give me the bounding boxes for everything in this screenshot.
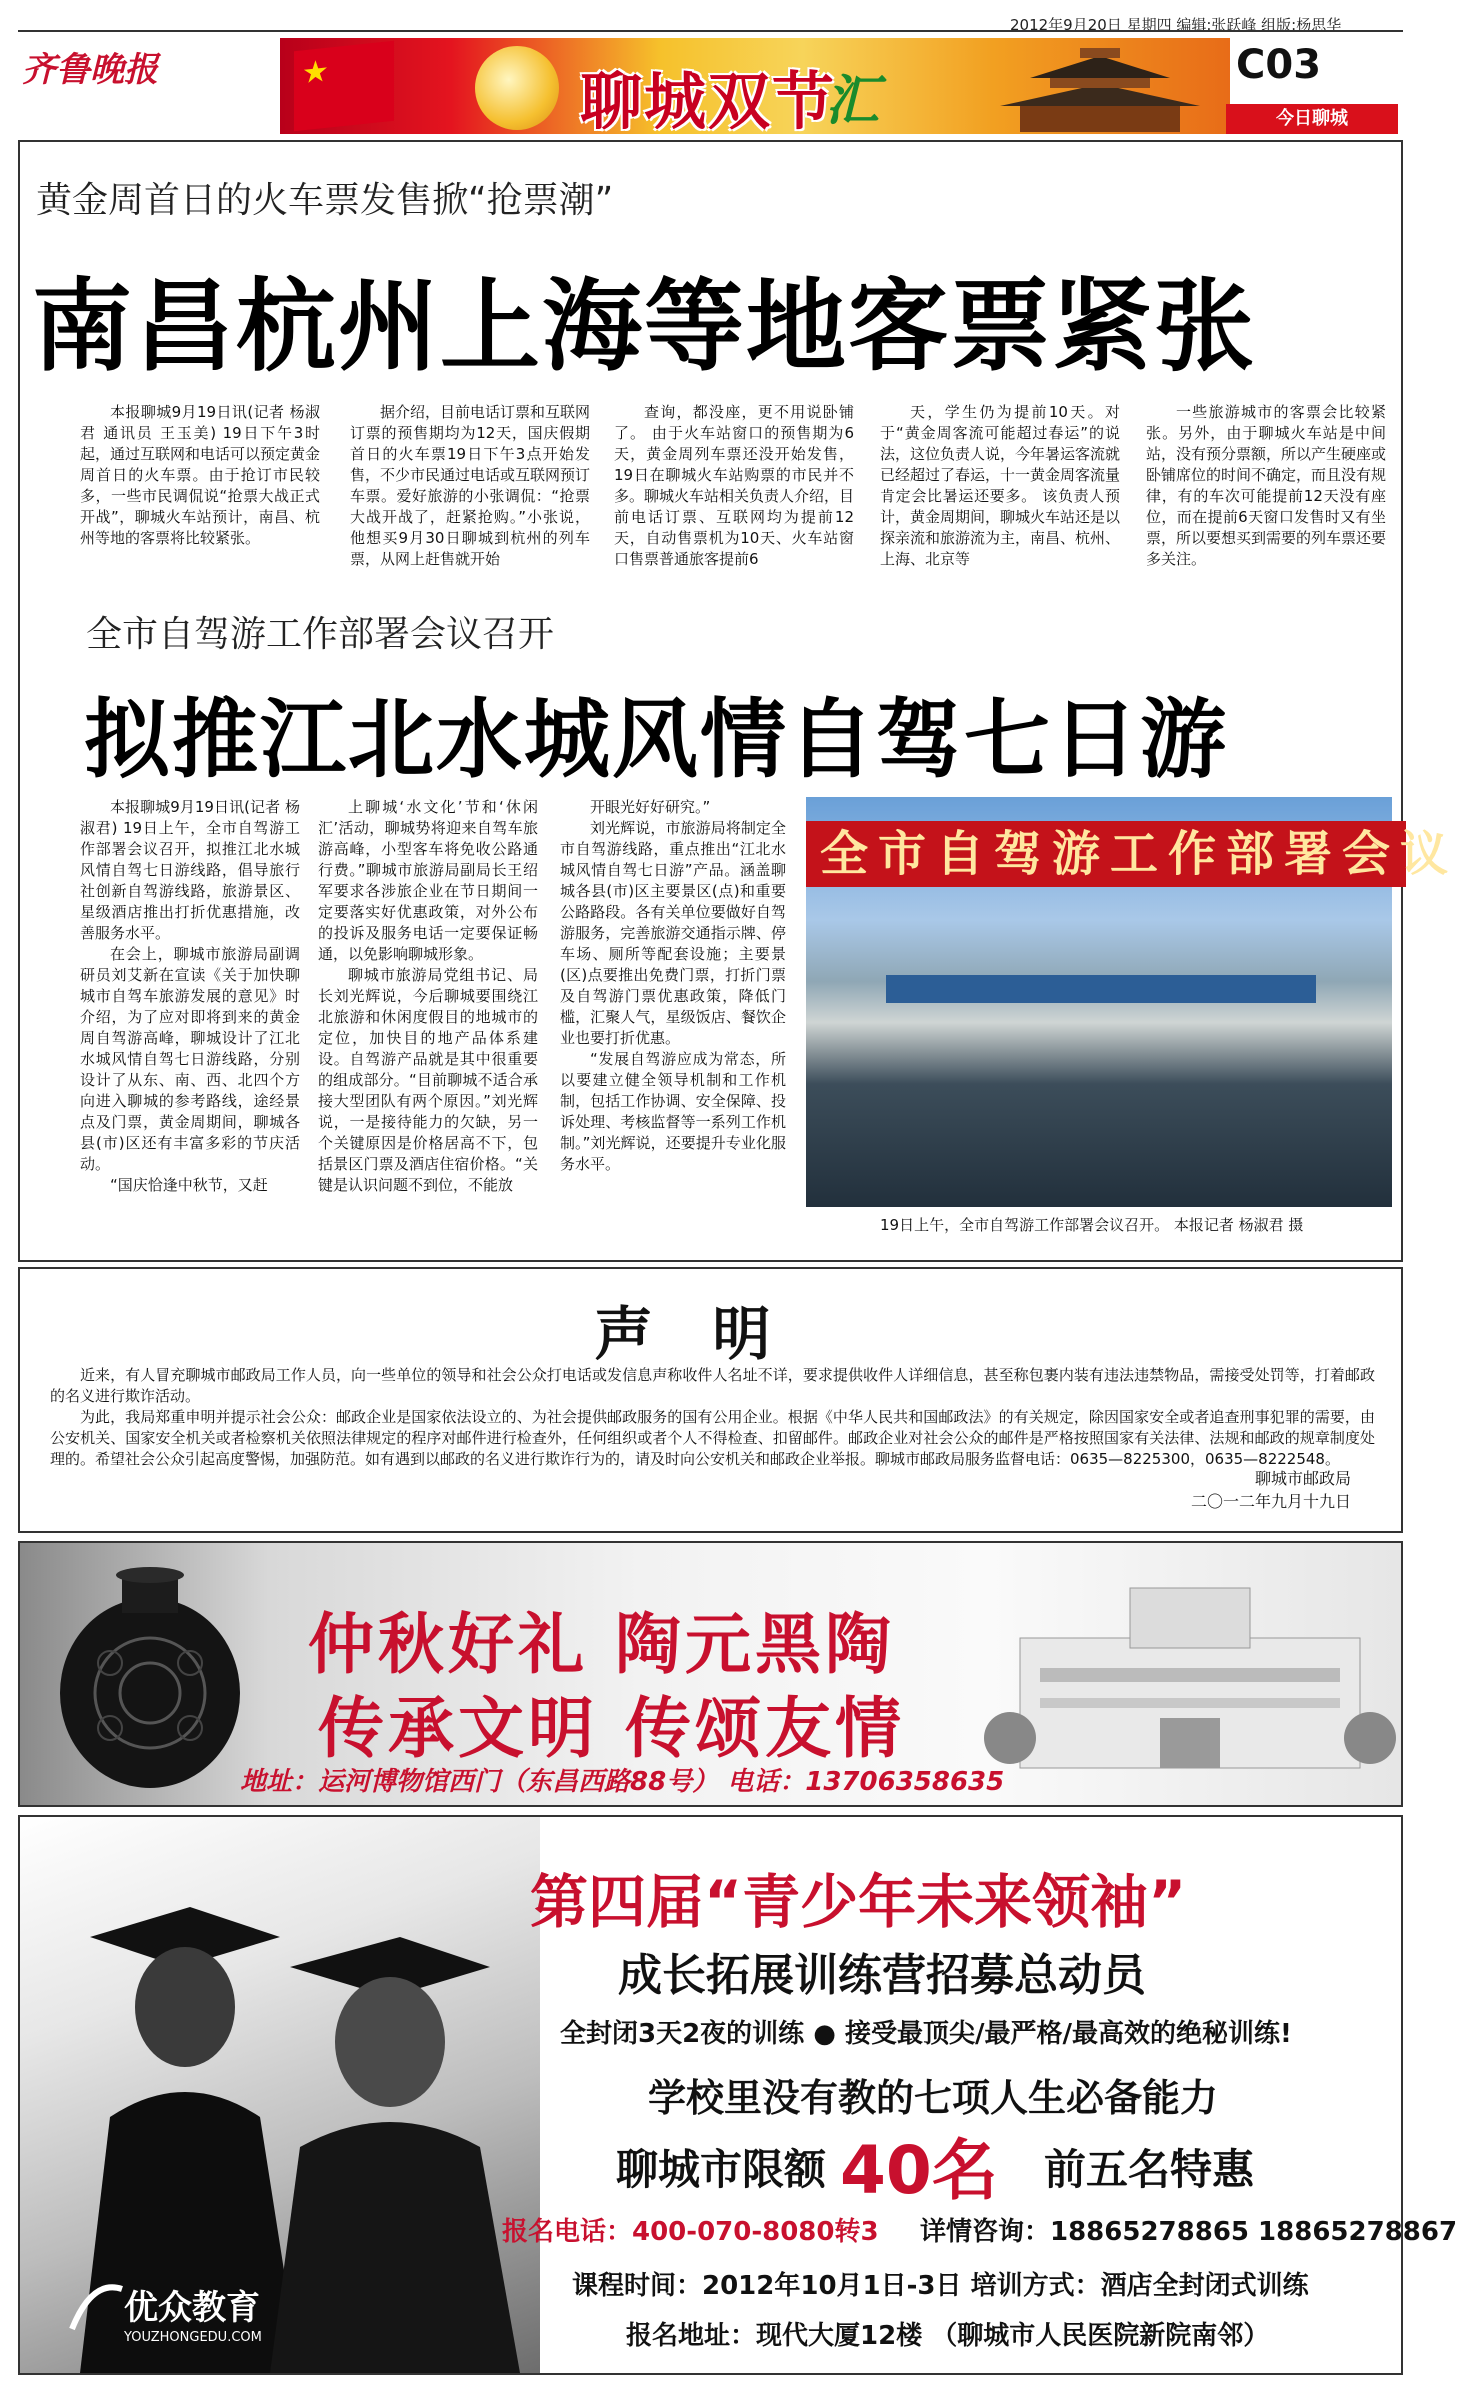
masthead — [18, 30, 1403, 140]
article2-kicker: 全市自驾游工作部署会议召开 — [86, 614, 555, 655]
ad2-abilities-line: 学校里没有教的七项人生必备能力 — [648, 2076, 1219, 2120]
flag-icon: ★ — [294, 41, 394, 132]
paragraph: 天，学生仍为提前10天。对于“黄金周客流可能超过春运”的说法，这位负责人说，今年暑运客流就已经超过了春运，十一黄金周客流量肯定会比暑运还要多。 该负责人预计，黄金周期间，聊城火车站还是以探亲流和旅游流为主，南昌、杭州、上海、北京等 — [880, 403, 1121, 568]
notice-box — [18, 1267, 1403, 1533]
paragraph: 近来，有人冒充聊城市邮政局工作人员，向一些单位的领导和社会公众打电话或发信息声称收件人名址不详，要求提供收件人详细信息，甚至称包裹内装有违法违禁物品，需接受处罚等，打着邮政的名义进行欺诈活动。 — [50, 1366, 1375, 1405]
paragraph: “发展自驾游应成为常态，所以要建立健全领导机制和工作机制，包括工作协调、安全保障、投诉处理、考核监督等一系列工作机制。”刘光辉说，还要提升专业化服务水平。 — [560, 1050, 786, 1173]
ad2-quota-suffix: 前五名特惠 — [1044, 2145, 1255, 2194]
article1-headline: 南昌杭州上海等地客票紧张 — [32, 268, 1256, 385]
ad2-course-time: 课程时间：2012年10月1日-3日 培训方式：酒店全封闭式训练 — [572, 2271, 1309, 2301]
paragraph: 查询，都没座，更不用说卧铺了。 由于火车站窗口的预售期为6天，黄金周列车票还没开始发售，19日在聊城火车站购票的市民并不多。聊城火车站相关负责人介绍，目前电话订票、互联网均为提前12天，自动售票机为10天、火车站窗口售票普通旅客提前6 — [614, 403, 855, 568]
notice-body — [50, 1365, 1375, 1470]
paragraph: 一些旅游城市的客票会比较紧张。另外，由于聊城火车站是中间站，没有预分票额，所以产生硬座或卧铺席位的时间不确定，而且没有规律，有的车次可能提前12天没有座位，而在提前6天窗口发售时又有坐票，所以要想买到需要的列车票还要多关注。 — [1146, 403, 1387, 568]
training-camp-ad — [18, 1815, 1458, 2375]
banner-hui: 汇 — [825, 69, 879, 132]
ad1-address-phone: 地址：运河博物馆西门（东昌西路88号） 电话：13706358635 — [240, 1767, 1005, 1797]
article1-kicker: 黄金周首日的火车票发售掀“抢票潮” — [36, 180, 614, 221]
paragraph: 本报聊城9月19日讯(记者 杨淑君 通讯员 王玉美) 19日下午3时起，通过互联网和电话可以预定黄金周首日的火车票。由于抢订市民较多，一些市民调侃说“抢票大战正式开战”，聊城火车站预计，南昌、杭州等地的客票将比较紧张。 — [80, 403, 321, 547]
ad2-signup-address: 报名地址：现代大厦12楼 （聊城市人民医院新院南邻） — [626, 2321, 1270, 2351]
meeting-photo — [806, 797, 1458, 1207]
article2-column — [560, 797, 786, 1222]
photo-banner-text: 全市自驾游工作部署会议 — [806, 821, 1406, 887]
notice-title: 声明 — [594, 1300, 831, 1368]
section-label: 今日聊城 — [1226, 104, 1398, 134]
article1-column — [614, 402, 854, 567]
article1-column — [350, 402, 590, 567]
article1-column — [80, 402, 320, 567]
paragraph: 刘光辉说，市旅游局将制定全市自驾游线路，重点推出“江北水城风情自驾七日游”产品。涵盖聊城各县(市)区主要景区(点)和重要公路路段。各有关单位要做好自驾游服务，完善旅游交通指示牌、停车场、厕所等配套设施；主要景(区)点要推出免费门票，打折门票及自驾游门票优惠政策，降低门槛，汇聚人气，星级饭店、餐饮企业也要打折优惠。 — [560, 819, 786, 1047]
ad2-quota-number: 40名 — [840, 2132, 998, 2209]
ad1-slogan-2: 传承文明 传颂友情 — [318, 1690, 905, 1767]
paragraph: 聊城市旅游局党组书记、局长刘光辉说，今后聊城要围绕江北旅游和休闲度假目的地城市的定位，加快目的地产品体系建设。自驾游产品就是其中很重要的组成部分。“目前聊城不适合承接大型团队有两个原因。”刘光辉说，一是接待能力的欠缺，另一个关键原因是价格居高不下，包括景区门票及酒店住宿价格。“关键是认识问题不到位，不能放 — [318, 966, 538, 1194]
paragraph: 本报聊城9月19日讯(记者 杨淑君) 19日上午，全市自驾游工作部署会议召开，拟推江北水城风情自驾七日游线路，倡导旅行社创新自驾游线路，旅游景区、星级酒店推出打折优惠措施，改善服务水平。 — [80, 798, 300, 942]
logo-url: YOUZHONGEDU.COM — [124, 2330, 262, 2345]
article2-column — [80, 797, 300, 1222]
notice-signer: 聊城市邮政局 — [1254, 1469, 1351, 1488]
article2-column — [318, 797, 538, 1222]
article1-column — [1146, 402, 1386, 567]
podium-table — [886, 975, 1316, 1003]
paragraph: 为此，我局郑重申明并提示社会公众：邮政企业是国家依法设立的、为社会提供邮政服务的国有公用企业。根据《中华人民共和国邮政法》的有关规定，除因国家安全或者追查刑事犯罪的需要，由公安机关、国家安全机关或者检察机关依照法律规定的程序对邮件进行检查外，任何组织或者个人不得检查、扣留邮件。邮政企业对社会公众的邮件是严格按照国家有关法律、法规和邮政的规章制度处理的。希望社会公众引起高度警惕，加强防范。如有遇到以邮政的名义进行欺诈行为的，请及时向公安机关和邮政企业举报。聊城市邮政局服务监督电话：0635—8225300，0635—8222548。 — [50, 1408, 1375, 1468]
holiday-banner — [280, 38, 1230, 138]
paragraph: 上聊城‘水文化’节和‘休闲汇’活动，聊城势将迎来自驾车旅游高峰，小型客车将免收公路通行费。”聊城市旅游局副局长王绍军要求各涉旅企业在节日期间一定要落实好优惠政策，对外公布的投诉及服务电话一定要保证畅通，以免影响聊城形象。 — [318, 798, 538, 963]
black-pottery-vase-icon — [50, 1563, 250, 1793]
date-editor-line: 2012年9月20日 星期四 编辑:张跃峰 组版:杨思华 — [1010, 16, 1342, 34]
moon-icon — [475, 46, 559, 130]
ad2-subtitle: 成长拓展训练营招募总动员 — [618, 1950, 1146, 2001]
newspaper-logo: 齐鲁晚报 — [22, 50, 158, 90]
pavilion-icon — [980, 44, 1220, 132]
ad2-title: 第四届“青少年未来领袖” — [530, 1868, 1187, 1936]
museum-building-icon — [980, 1568, 1400, 1778]
ad1-slogan-1: 仲秋好礼 陶元黑陶 — [308, 1606, 895, 1683]
article2-headline: 拟推江北水城风情自驾七日游 — [84, 690, 1228, 790]
banner-title: 聊城双节 — [580, 65, 837, 138]
article1-column — [880, 402, 1120, 567]
paragraph: 开眼光好好研究。” — [590, 798, 711, 816]
ad2-consult-phone: 详情咨询：18865278865 18865278867 — [920, 2217, 1458, 2247]
notice-signature — [1191, 1467, 1351, 1513]
page-number: C03 — [1236, 42, 1322, 88]
notice-date: 二〇一二年九月十九日 — [1190, 1492, 1351, 1511]
pottery-ad — [18, 1541, 1403, 1807]
ad2-training-line: 全封闭3天2夜的训练 ● 接受最顶尖/最严格/最高效的绝秘训练! — [560, 2019, 1292, 2049]
logo-name: 优众教育 — [124, 2288, 260, 2328]
photo-caption: 19日上午，全市自驾游工作部署会议召开。 本报记者 杨淑君 摄 — [880, 1216, 1304, 1234]
paragraph: “国庆恰逢中秋节，又赶 — [110, 1176, 268, 1194]
ad2-signup-phone: 报名电话：400-070-8080转3 — [502, 2217, 879, 2247]
ad2-quota-prefix: 聊城市限额 — [616, 2145, 827, 2194]
youzhong-logo-icon — [62, 2269, 322, 2349]
paragraph: 在会上，聊城市旅游局副调研员刘艾新在宣读《关于加快聊城市自驾车旅游发展的意见》时介绍，为了应对即将到来的黄金周自驾游高峰，聊城设计了江北水城风情自驾七日游线路，分别设计了从东、南、西、北四个方向进入聊城的参考路线，途经景点及门票，黄金周期间，聊城各县(市)区还有丰富多彩的节庆活动。 — [80, 945, 300, 1173]
paragraph: 据介绍，目前电话订票和互联网订票的预售期均为12天，国庆假期首日的火车票19日下午3点开始发售，不少市民通过电话或互联网预订车票。爱好旅游的小张调侃：“抢票大战开战了，赶紧抢购。”小张说，他想买9月30日聊城到杭州的列车票，从网上赶售就开始 — [350, 403, 591, 568]
